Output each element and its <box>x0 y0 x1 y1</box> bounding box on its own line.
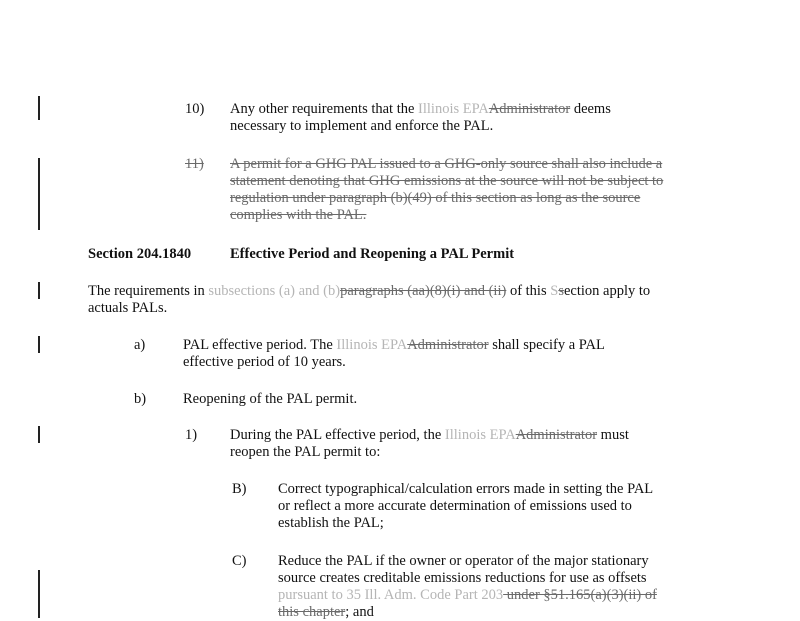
subparagraph-C-text <box>278 553 657 621</box>
deleted-text: Administrator <box>407 337 489 353</box>
item-11-text <box>230 156 663 224</box>
subparagraph-B-text <box>278 481 653 532</box>
section-number: Section 204.1840 <box>88 246 192 262</box>
subparagraph-C-line: Reduce the PAL if the owner or operator of the major stationary <box>278 553 649 569</box>
subsection-a-text <box>183 337 605 371</box>
subparagraph-B-line: establish the PAL; <box>278 515 384 531</box>
inserted-text: Illinois EPA <box>444 427 516 443</box>
item-11-number: 11) <box>185 156 204 172</box>
deleted-text: this chapter <box>278 604 346 620</box>
inserted-text: subsections (a) and (b) <box>208 283 341 299</box>
inserted-text: Illinois EPA <box>336 337 408 353</box>
subsection-a-line1-end: shall specify a PAL <box>488 337 605 353</box>
section-title: Effective Period and Reopening a PAL Permit <box>230 246 515 262</box>
change-bar <box>38 426 40 443</box>
deleted-text: Administrator <box>488 101 571 117</box>
change-bar <box>38 570 40 618</box>
item-10-line2: necessary to implement and enforce the PAL. <box>230 118 494 134</box>
subparagraph-B-line: Correct typographical/calculation errors made in setting the PAL <box>278 481 654 497</box>
change-bar <box>38 158 40 230</box>
subsection-b-number: b) <box>134 391 147 407</box>
intro-paragraph <box>88 283 650 317</box>
paragraph-1-line1-end: must <box>597 427 629 443</box>
intro-text: of this <box>506 283 551 299</box>
subparagraph-C-line: source creates creditable emissions reductions for use as offsets <box>278 570 647 586</box>
change-bar <box>38 336 40 353</box>
item-10-number: 10) <box>185 101 205 117</box>
paragraph-1-line1: During the PAL effective period, the <box>230 427 445 443</box>
item-10-line1-end: deems <box>570 101 611 117</box>
subsection-a-line2: effective period of 10 years. <box>183 354 346 370</box>
subparagraph-C-line: ; and <box>345 604 374 620</box>
inserted-text: S <box>550 283 559 299</box>
paragraph-1-line2: reopen the PAL permit to: <box>230 444 381 460</box>
deleted-text: paragraphs (aa)(8)(i) and (ii) <box>340 283 507 299</box>
inserted-text: Illinois EPA <box>418 101 489 117</box>
item-11-line: regulation under paragraph (b)(49) of this section as long as the source <box>230 190 641 206</box>
subparagraph-B-line: or reflect a more accurate determination of emissions used to <box>278 498 632 514</box>
change-bar <box>38 96 40 120</box>
inserted-text: pursuant to 35 Ill. Adm. Code Part 203 <box>278 587 504 603</box>
item-10-line1: Any other requirements that the <box>230 101 419 117</box>
paragraph-1-text <box>230 427 629 461</box>
intro-text: ection apply to <box>563 283 651 299</box>
subparagraph-B-number: B) <box>232 481 247 497</box>
intro-text: actuals PALs. <box>88 300 168 316</box>
item-11-line: complies with the PAL. <box>230 207 367 223</box>
subsection-a-number: a) <box>134 337 146 353</box>
item-10-text <box>230 101 611 135</box>
deleted-text: Administrator <box>515 427 598 443</box>
subsection-b-text: Reopening of the PAL permit. <box>183 391 358 407</box>
intro-text: The requirements in <box>88 283 209 299</box>
subsection-a-line1: PAL effective period. The <box>183 337 337 353</box>
paragraph-1-number: 1) <box>185 427 198 443</box>
item-11-line: A permit for a GHG PAL issued to a GHG-only source shall also include a <box>230 156 663 172</box>
item-11-line: statement denoting that GHG emissions at the source will not be subject to <box>230 173 664 189</box>
change-bar <box>38 282 40 299</box>
deleted-text: s <box>558 283 564 299</box>
deleted-text: under §51.165(a)(3)(ii) of <box>503 587 657 603</box>
subparagraph-C-number: C) <box>232 553 247 569</box>
